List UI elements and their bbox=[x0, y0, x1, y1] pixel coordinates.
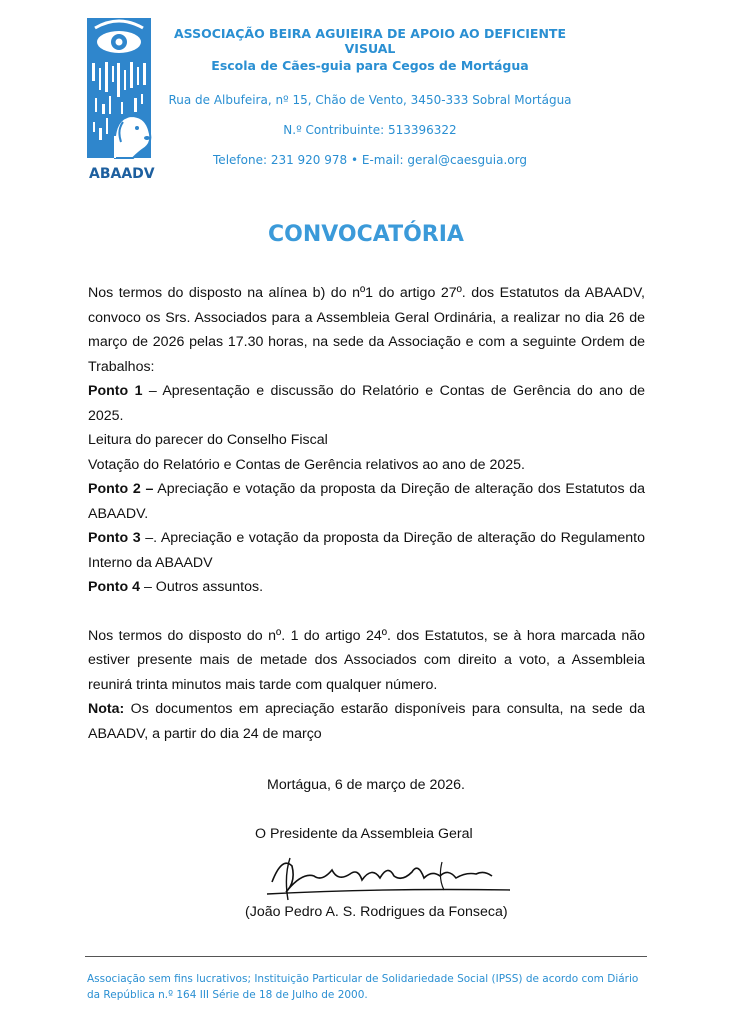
footer-note bbox=[87, 971, 667, 1003]
document-body bbox=[88, 281, 645, 746]
contact-line: Telefone: 231 920 978 • E-mail: geral@caesguia.org bbox=[213, 153, 527, 167]
agenda-item-1-sub-2: Votação do Relatório e Contas de Gerência relativos ao ano de 2025. bbox=[88, 456, 525, 473]
tax-number: N.º Contribuinte: 513396322 bbox=[283, 123, 457, 137]
agenda-item-2 bbox=[88, 477, 645, 526]
eye-dog-emblem-icon bbox=[87, 18, 155, 183]
agenda-item-3 bbox=[88, 526, 645, 575]
quorum-paragraph: Nos termos do disposto do nº. 1 do artigo 24º. dos Estatutos, se à hora marcada não estiver presente mais de metade dos Associados com direito a voto, a Assembleia reunirá trinta minutos mais tarde com qualquer número. bbox=[88, 627, 645, 693]
org-name: ASSOCIAÇÃO BEIRA AGUIEIRA DE APOIO AO DEFICIENTE VISUAL bbox=[173, 26, 567, 56]
agenda-item-4 bbox=[88, 575, 645, 600]
intro-paragraph: Nos termos do disposto na alínea b) do nº1 do artigo 27º. dos Estatutos da ABAADV, convoco os Srs. Associados para a Assembleia Geral Ordinária, a realizar no dia 26 de março de 2026 pelas 17.30 horas, na sede da Associação e com a seguinte Ordem de Trabalhos: bbox=[88, 285, 645, 375]
agenda-item-4-text: – Outros assuntos. bbox=[140, 579, 264, 595]
agenda-item-1-text: – Apresentação e discussão do Relatório e Contas de Gerência do ano de 2025. bbox=[88, 383, 645, 424]
agenda-item-3-text: –. Apreciação e votação da proposta da Direção de alteração do Regulamento Interno da ABAADV bbox=[88, 530, 645, 571]
footer-line-1: Associação sem fins lucrativos; Instituição Particular de Solidariedade Social (IPSS) de acordo com Diário bbox=[87, 973, 639, 985]
agenda-item-1-label: Ponto 1 bbox=[88, 383, 143, 399]
logo-wordmark: ABAADV bbox=[89, 166, 155, 182]
footer-divider bbox=[85, 956, 647, 957]
abaadv-logo bbox=[87, 18, 155, 183]
footer-line-2: da República n.º 164 III Série de 18 de Julho de 2000. bbox=[87, 989, 368, 1001]
handwritten-signature bbox=[262, 852, 512, 904]
agenda-item-1-sub-1: Leitura do parecer do Conselho Fiscal bbox=[88, 432, 328, 448]
agenda-item-4-label: Ponto 4 bbox=[88, 579, 141, 595]
note-label: Nota: bbox=[88, 701, 125, 717]
signatory-name: (João Pedro A. S. Rodrigues da Fonseca) bbox=[245, 904, 508, 920]
agenda-item-2-text: Apreciação e votação da proposta da Direção de alteração dos Estatutos da ABAADV. bbox=[88, 481, 646, 522]
agenda-item-3-label: Ponto 3 bbox=[88, 530, 141, 546]
org-address: Rua de Albufeira, nº 15, Chão de Vento, 3450-333 Sobral Mortágua bbox=[168, 93, 572, 107]
note-paragraph bbox=[88, 697, 645, 746]
school-name: Escola de Cães-guia para Cegos de Mortágua bbox=[211, 58, 529, 73]
note-text: Os documentos em apreciação estarão disponíveis para consulta, na sede da ABAADV, a partir do dia 24 de março bbox=[88, 701, 645, 742]
document-title: CONVOCATÓRIA bbox=[268, 222, 464, 247]
agenda-item-1 bbox=[88, 379, 645, 428]
agenda-item-2-label: Ponto 2 – bbox=[88, 481, 154, 497]
signatory-role: O Presidente da Assembleia Geral bbox=[255, 826, 473, 842]
place-date: Mortágua, 6 de março de 2026. bbox=[267, 777, 465, 793]
